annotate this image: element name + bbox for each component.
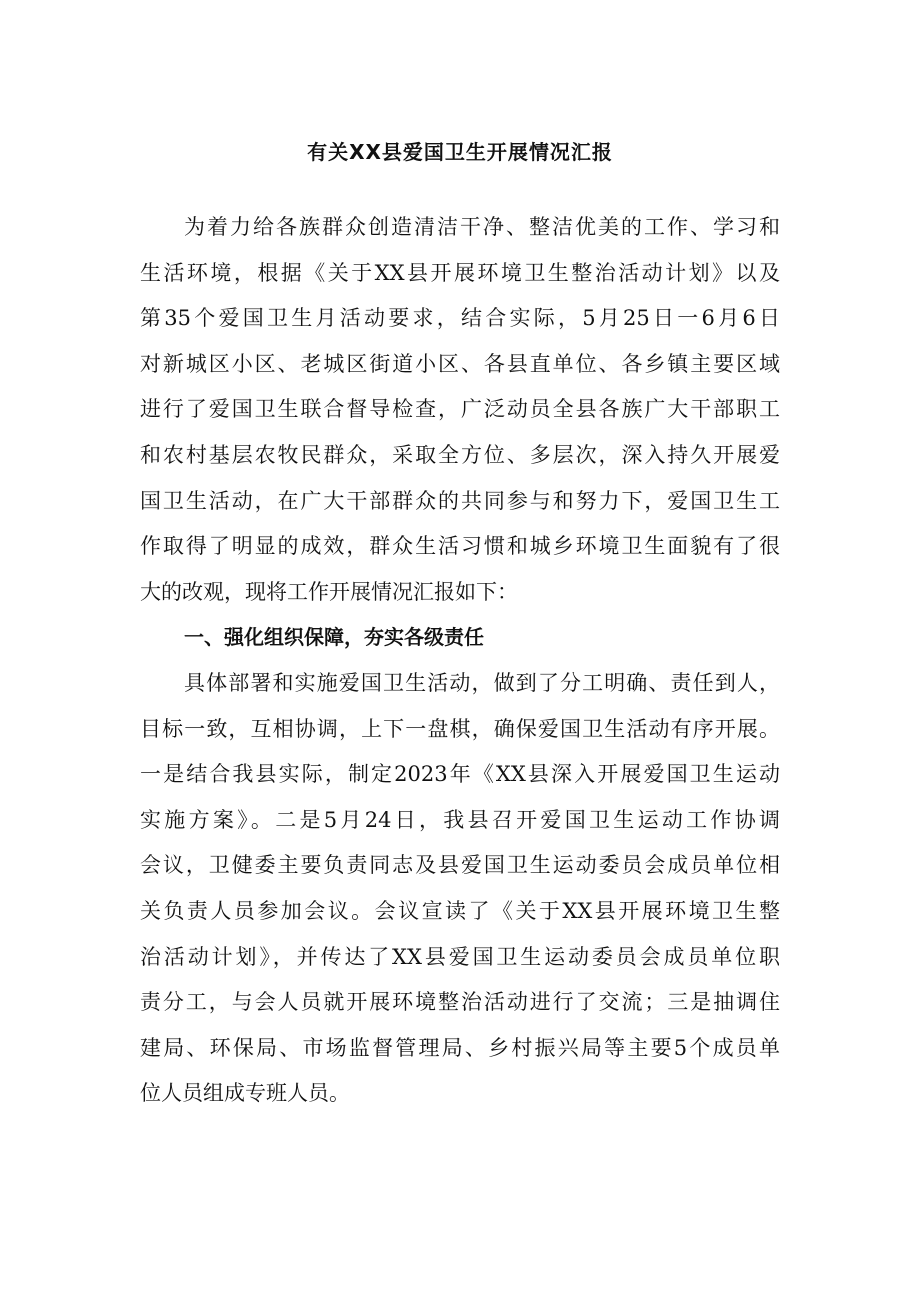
text-line: 大的改观，现将工作开展情况汇报如下： [140, 579, 518, 604]
document-body [140, 205, 780, 1117]
text-line: 目标一致，互相协调，上下一盘棋，确保爱国卫生活动有序开展。 [140, 716, 780, 741]
text-line: 第35个爱国卫生月活动要求，结合实际，5月25日一6月6日 [140, 306, 780, 331]
text-line: 作取得了明显的成效，群众生活习惯和城乡环境卫生面貌有了很 [140, 534, 780, 559]
text-line: 建局、环保局、市场监督管理局、乡村振兴局等主要5个成员单 [140, 1035, 780, 1060]
text-line: 位人员组成专班人员。 [140, 1081, 350, 1106]
text-line: 进行了爱国卫生联合督导检查，广泛动员全县各族广大干部职工 [140, 397, 780, 422]
text-line: 国卫生活动，在广大干部群众的共同参与和努力下，爱国卫生工 [140, 488, 780, 513]
text-line: 为着力给各族群众创造清洁干净、整洁优美的工作、学习和 [184, 215, 780, 239]
text-line: 关负责人员参加会议。会议宣读了《关于XX县开展环境卫生整 [140, 898, 780, 923]
text-line: 和农村基层农牧民群众，采取全方位、多层次，深入持久开展爱 [140, 442, 780, 467]
text-line: 对新城区小区、老城区街道小区、各县直单位、各乡镇主要区域 [140, 351, 780, 376]
text-line: 责分工，与会人员就开展环境整治活动进行了交流；三是抽调住 [140, 990, 780, 1015]
text-line: 具体部署和实施爱国卫生活动，做到了分工明确、责任到人， [184, 670, 780, 695]
document-title: 有关XX县爱国卫生开展情况汇报 [307, 140, 613, 164]
text-line: 会议，卫健委主要负责同志及县爱国卫生运动委员会成员单位相 [140, 853, 780, 878]
text-line: 一是结合我县实际，制定2023年《XX县深入开展爱国卫生运动 [140, 762, 780, 787]
text-line: 治活动计划》，并传达了XX县爱国卫生运动委员会成员单位职 [140, 944, 780, 969]
text-line: 生活环境，根据《关于XX县开展环境卫生整治活动计划》以及 [140, 260, 780, 285]
section-heading: 一、强化组织保障，夯实各级责任 [184, 625, 484, 650]
text-line: 实施方案》。二是5月24日，我县召开爱国卫生运动工作协调 [140, 807, 780, 832]
